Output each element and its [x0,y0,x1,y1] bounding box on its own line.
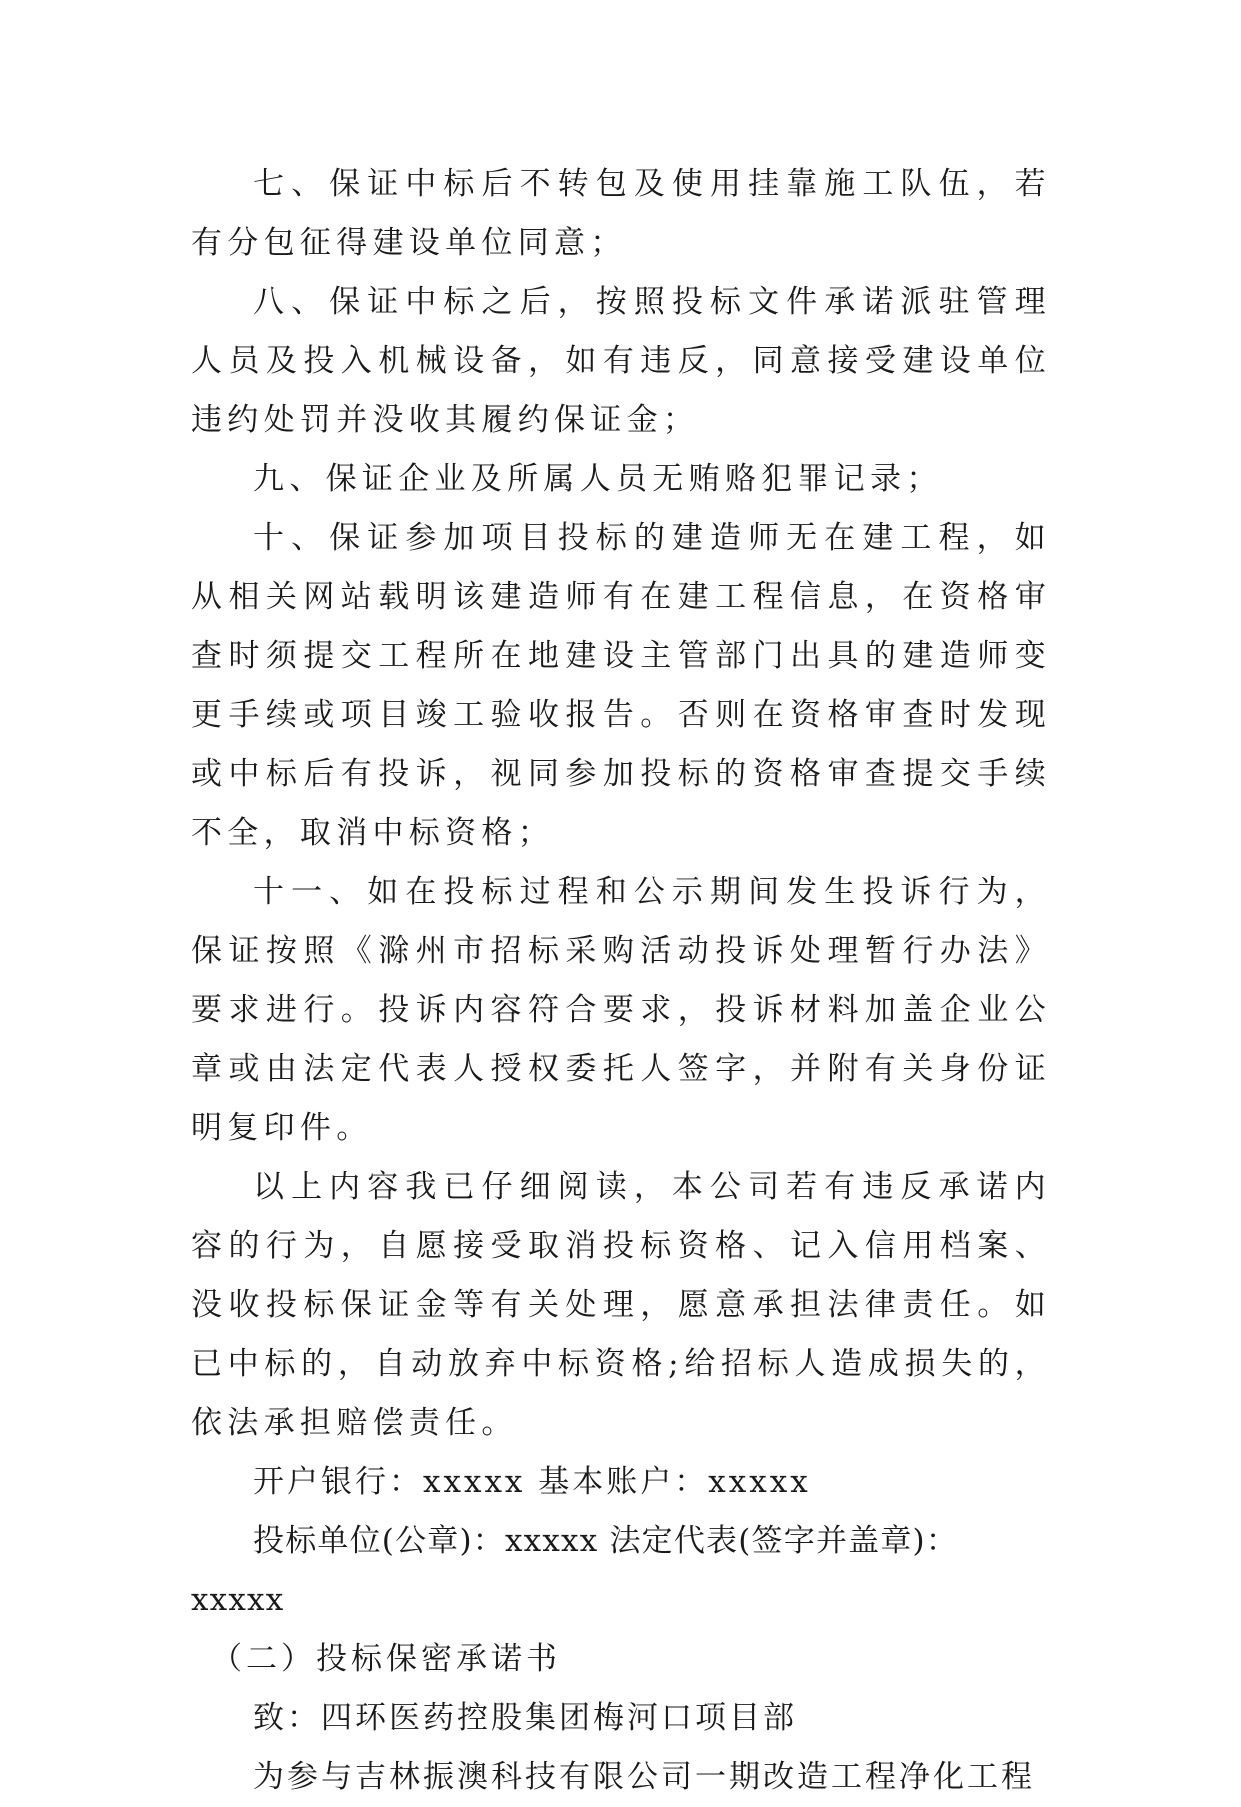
clause-10: 十、保证参加项目投标的建造师无在建工程，如从相关网站载明该建造师有在建工程信息，在资格审查时须提交工程所在地建设主管部门出具的建造师变更手续或项目竣工验收报告。否则在资格审查时发现或中标后有投诉，视同参加投标的资格审查提交手续不全，取消中标资格； [191,520,1051,851]
clause-7: 七、保证中标后不转包及使用挂靠施工队伍，若有分包征得建设单位同意； [191,166,1051,261]
opening-line: 为参与吉林振澳科技有限公司一期改造工程净化工程 [253,1759,1035,1795]
section-heading: （二）投标保密承诺书 [211,1641,561,1677]
clause-11: 十一、如在投标过程和公示期间发生投诉行为，保证按照《滁州市招标采购活动投诉处理暂行办法》要求进行。投诉内容符合要求，投诉材料加盖企业公章或由法定代表人授权委托人签字，并附有关身份证明复印件。 [191,874,1051,1146]
closing-statement: 以上内容我已仔细阅读，本公司若有违反承诺内容的行为，自愿接受取消投标资格、记入信用档案、没收投标保证金等有关处理，愿意承担法律责任。如已中标的，自动放弃中标资格;给招标人造成损失的，依法承担赔偿责任。 [191,1169,1051,1441]
bank-account-line: 开户银行：xxxxx 基本账户：xxxxx [253,1464,811,1500]
document-body [191,155,1051,1807]
addressee-line: 致：四环医药控股集团梅河口项目部 [253,1700,797,1736]
clause-9: 九、保证企业及所属人员无贿赂犯罪记录； [253,461,943,497]
clause-8: 八、保证中标之后，按照投标文件承诺派驻管理人员及投入机械设备，如有违反，同意接受建设单位违约处罚并没收其履约保证金； [191,284,1051,438]
signature-line: 投标单位(公章)：xxxxx 法定代表(签字并盖章)：xxxxx [191,1523,959,1618]
